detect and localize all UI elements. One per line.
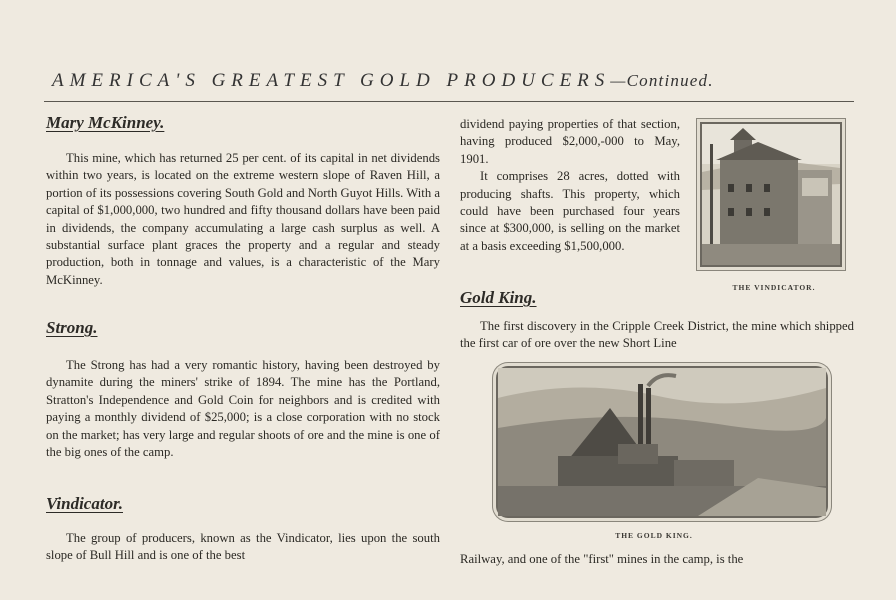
paragraph: This mine, which has returned 25 per cent. of its capital in net dividends within two years, is located on the extreme western slope of Raven Hill, a portion of its possessions covering South Gold and North Guyot Hills. With a capital of $1,000,000, two hundred and fifty thousand dollars have been paid in dividends, the company accumulating a large cash surplus as well. A substantial surface plant graces the property and a regular and steady production, both in tonnage and values, is a characteristic of the Mary McKinney. bbox=[46, 151, 440, 287]
paragraph: The first discovery in the Cripple Creek District, the mine which shipped the first car of ore over the new Short Line bbox=[460, 319, 854, 351]
paragraph: dividend paying properties of that section, having produced $2,000,-000 to May, 1901. bbox=[460, 117, 680, 166]
gold-king-text bbox=[460, 318, 854, 353]
heading-vindicator: Vindicator. bbox=[46, 494, 123, 513]
paragraph: Railway, and one of the "first" mines in the camp, is the bbox=[460, 552, 744, 566]
vindicator-caption: THE VINDICATOR. bbox=[732, 283, 816, 292]
mary-mckinney-text bbox=[46, 150, 440, 289]
page-title bbox=[52, 70, 842, 92]
paragraph: It comprises 28 acres, dotted with producing shafts. This property, which could have been purchased four years since at $300,000, is selling on the market at a basis exceeding $1,500,000. bbox=[460, 169, 680, 253]
vindicator-photo bbox=[700, 122, 842, 267]
paragraph: The group of producers, known as the Vindicator, lies upon the south slope of Bull Hill and is one of the best bbox=[46, 531, 440, 563]
strong-text bbox=[46, 357, 440, 461]
gold-king-caption: THE GOLD KING. bbox=[615, 531, 693, 540]
heading-gold-king: Gold King. bbox=[460, 288, 537, 307]
gold-king-text-continued bbox=[460, 551, 854, 568]
gold-king-photo bbox=[496, 366, 828, 518]
heading-mary-mckinney: Mary McKinney. bbox=[46, 113, 165, 132]
paragraph: The Strong has had a very romantic history, having been destroyed by dynamite during the miners' strike of 1894. The mine has the Portland, Stratton's Independence and Gold Coin for neighbors and is credited with paying a monthly dividend of $25,000; is a close corporation with no stock on the market; has very large and regular shoots of ore and the mine is one of the big ones of the camp. bbox=[46, 358, 440, 460]
heading-strong: Strong. bbox=[46, 318, 98, 337]
header-rule bbox=[44, 101, 854, 102]
vindicator-text-right bbox=[460, 116, 680, 255]
title-text: AMERICA'S GREATEST GOLD PRODUCERS bbox=[52, 70, 611, 91]
gold-king-illustration bbox=[498, 368, 826, 516]
vindicator-illustration bbox=[702, 124, 840, 265]
title-continued: —Continued. bbox=[610, 71, 714, 90]
vindicator-text-left bbox=[46, 530, 440, 565]
